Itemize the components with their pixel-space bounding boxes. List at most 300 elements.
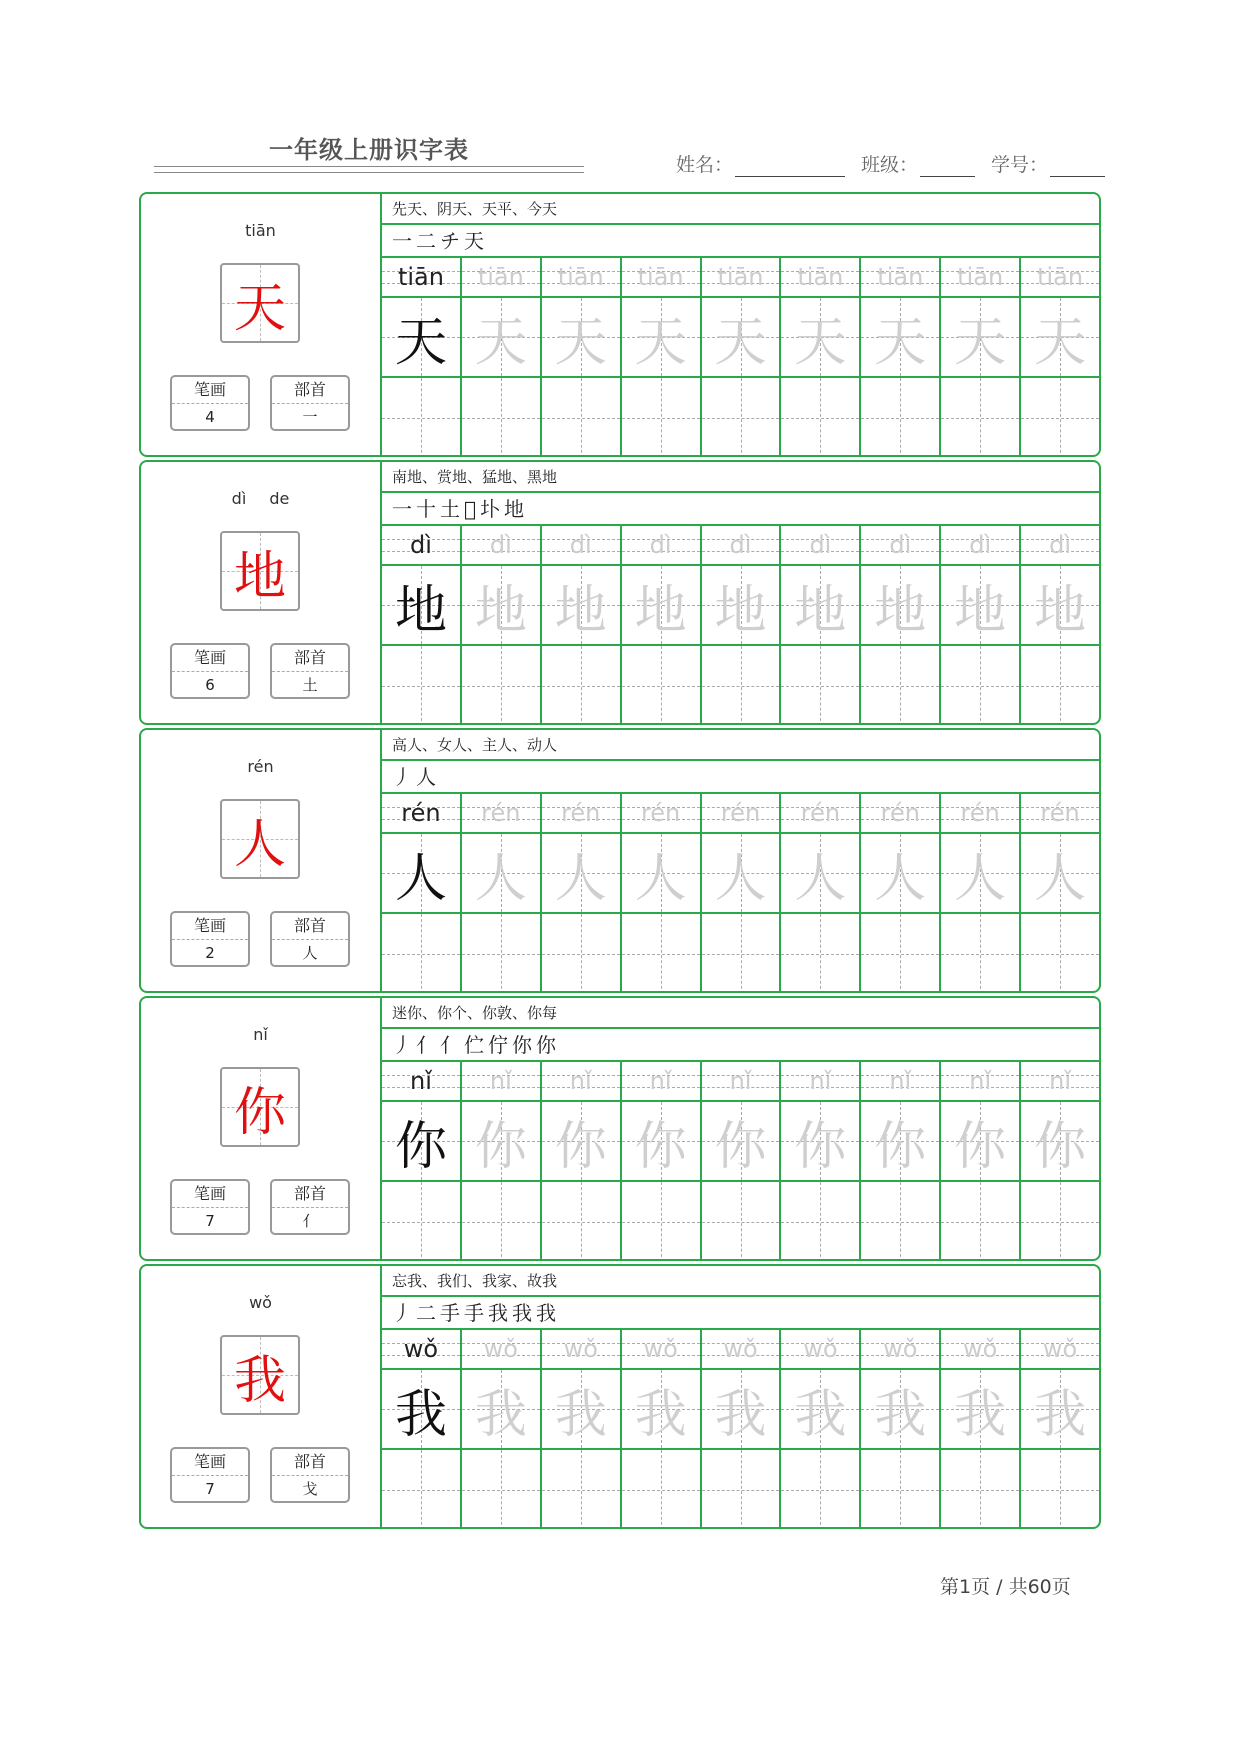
pinyin-cell[interactable] — [462, 258, 542, 296]
pinyin-trace: tiān — [637, 263, 684, 291]
trace-cell[interactable] — [382, 1102, 462, 1180]
blank-cell[interactable] — [941, 646, 1021, 725]
trace-char: 地 — [714, 580, 767, 641]
trace-cell[interactable] — [702, 1370, 782, 1448]
trace-row — [382, 834, 1099, 914]
pinyin-trace: nǐ — [729, 1067, 752, 1095]
trace-char: 人 — [954, 848, 1007, 909]
pinyin-cell[interactable] — [702, 1330, 782, 1368]
info-field-label: 姓名： — [676, 154, 734, 176]
pinyin-trace: tiān — [797, 263, 844, 291]
radical-box — [270, 643, 350, 699]
trace-char: 你 — [1034, 1116, 1087, 1177]
pinyin-cell[interactable] — [1021, 1330, 1099, 1368]
pinyin-trace: rén — [481, 799, 521, 827]
trace-char: 我 — [1034, 1384, 1087, 1445]
trace-cell[interactable] — [622, 1102, 702, 1180]
pinyin-trace: tiān — [557, 263, 604, 291]
blank-cell[interactable] — [462, 646, 542, 725]
char-summary — [141, 998, 382, 1259]
pinyin-cell[interactable] — [382, 526, 462, 564]
stroke-order — [382, 761, 1099, 794]
info-field-blank[interactable] — [735, 156, 845, 177]
pinyin-trace: wǒ — [483, 1335, 518, 1363]
trace-char: 我 — [394, 1384, 447, 1445]
pinyin-trace: wǒ — [563, 1335, 598, 1363]
blank-cell[interactable] — [702, 1450, 782, 1529]
trace-cell[interactable] — [622, 566, 702, 644]
trace-cell[interactable] — [462, 298, 542, 376]
stroke-step: 伫 — [464, 1033, 486, 1057]
stroke-count-value: 2 — [205, 944, 215, 962]
blank-cell[interactable] — [941, 1450, 1021, 1529]
pinyin-label: rén — [247, 757, 274, 776]
pinyin-cell[interactable] — [781, 1062, 861, 1100]
trace-cell[interactable] — [462, 834, 542, 912]
trace-char: 我 — [954, 1384, 1007, 1445]
stroke-step: 天 — [464, 229, 486, 253]
pinyin-trace: rén — [640, 799, 681, 827]
trace-char: 地 — [554, 580, 607, 641]
stroke-step: 二 — [416, 1301, 438, 1325]
pinyin-cell[interactable] — [382, 258, 462, 296]
stroke-order — [382, 225, 1099, 258]
pinyin-row — [382, 258, 1099, 298]
radical-label: 部首 — [272, 913, 348, 940]
trace-char: 你 — [794, 1116, 847, 1177]
trace-cell[interactable] — [861, 566, 941, 644]
pinyin-trace: wǒ — [403, 1335, 439, 1363]
pinyin-trace: dì — [569, 531, 592, 559]
pinyin-row — [382, 1062, 1099, 1102]
trace-cell[interactable] — [861, 1102, 941, 1180]
trace-cell[interactable] — [382, 566, 462, 644]
trace-row — [382, 566, 1099, 646]
stroke-count-value: 4 — [205, 408, 215, 426]
blank-cell[interactable] — [1021, 378, 1099, 457]
char-card — [139, 996, 1101, 1261]
pinyin-cell[interactable] — [781, 526, 861, 564]
model-char: 我 — [233, 1350, 286, 1411]
blank-cell[interactable] — [861, 1450, 941, 1529]
pinyin-cell[interactable] — [542, 526, 622, 564]
trace-cell[interactable] — [542, 566, 622, 644]
stroke-step: 十 — [416, 497, 438, 521]
trace-cell[interactable] — [382, 834, 462, 912]
stroke-step: 𡉈 — [464, 497, 479, 521]
model-char: 天 — [233, 278, 286, 339]
stroke-count-value: 6 — [205, 676, 215, 694]
pinyin-cell[interactable] — [861, 526, 941, 564]
practice-grid — [382, 462, 1099, 723]
pinyin-trace: tiān — [477, 263, 524, 291]
blank-cell[interactable] — [702, 646, 782, 725]
trace-char: 我 — [634, 1384, 687, 1445]
blank-cell[interactable] — [462, 378, 542, 457]
pinyin-cell[interactable] — [622, 1062, 702, 1100]
blank-cell[interactable] — [1021, 646, 1099, 725]
trace-cell[interactable] — [1021, 566, 1099, 644]
pinyin-cell[interactable] — [702, 258, 782, 296]
trace-cell[interactable] — [941, 1102, 1021, 1180]
pinyin-cell[interactable] — [462, 1062, 542, 1100]
char-model-box — [220, 799, 300, 879]
pinyin-trace: nǐ — [889, 1067, 912, 1095]
stroke-step: 地 — [504, 497, 527, 521]
pinyin-trace: rén — [561, 799, 601, 827]
trace-char: 人 — [634, 848, 687, 909]
trace-cell[interactable] — [861, 834, 941, 912]
pinyin-cell[interactable] — [861, 258, 941, 296]
trace-row — [382, 1370, 1099, 1450]
blank-cell[interactable] — [382, 646, 462, 725]
pinyin-trace: dì — [649, 531, 672, 559]
trace-cell[interactable] — [382, 1370, 462, 1448]
pinyin-cell[interactable] — [382, 794, 462, 832]
pinyin-trace: wǒ — [883, 1335, 918, 1363]
word-examples: 南地、赏地、猛地、黑地 — [382, 462, 1099, 493]
worksheet-title: 一年级上册识字表 — [269, 136, 469, 164]
pinyin-trace: nǐ — [569, 1067, 592, 1095]
pinyin-cell[interactable] — [622, 794, 702, 832]
pinyin-trace: tiān — [877, 263, 924, 291]
trace-cell[interactable] — [941, 1370, 1021, 1448]
blank-cell[interactable] — [941, 914, 1021, 993]
blank-cell[interactable] — [781, 914, 861, 993]
stroke-order — [382, 1029, 1099, 1062]
trace-cell[interactable] — [382, 298, 462, 376]
pinyin-trace: tiān — [397, 263, 444, 291]
radical-box — [270, 1179, 350, 1235]
blank-cell[interactable] — [622, 646, 702, 725]
pinyin-cell[interactable] — [702, 794, 782, 832]
trace-cell[interactable] — [941, 298, 1021, 376]
blank-cell[interactable] — [382, 1450, 462, 1529]
trace-char: 你 — [474, 1116, 527, 1177]
blank-cell[interactable] — [781, 378, 861, 457]
trace-char: 人 — [1034, 848, 1087, 909]
blank-cell[interactable] — [542, 1450, 622, 1529]
trace-char: 人 — [794, 848, 847, 909]
practice-grid — [382, 194, 1099, 455]
stroke-step: チ — [440, 229, 462, 253]
trace-char: 天 — [954, 312, 1007, 373]
blank-practice-row — [382, 914, 1099, 993]
blank-cell[interactable] — [382, 1182, 462, 1261]
pinyin-cell[interactable] — [1021, 794, 1099, 832]
trace-cell[interactable] — [1021, 834, 1099, 912]
radical-label: 部首 — [272, 645, 348, 672]
trace-cell[interactable] — [462, 566, 542, 644]
char-card — [139, 728, 1101, 993]
trace-cell[interactable] — [941, 566, 1021, 644]
blank-cell[interactable] — [781, 1182, 861, 1261]
trace-cell[interactable] — [542, 834, 622, 912]
stroke-order — [382, 1297, 1099, 1330]
pinyin-cell[interactable] — [1021, 526, 1099, 564]
trace-char: 地 — [394, 580, 447, 641]
info-field-label: 学号： — [991, 154, 1049, 176]
pinyin-cell[interactable] — [622, 1330, 702, 1368]
trace-char: 天 — [874, 312, 927, 373]
trace-char: 地 — [954, 580, 1007, 641]
pinyin-cell[interactable] — [702, 526, 782, 564]
blank-cell[interactable] — [781, 646, 861, 725]
pinyin-cell[interactable] — [861, 1062, 941, 1100]
blank-cell[interactable] — [1021, 914, 1099, 993]
blank-cell[interactable] — [861, 646, 941, 725]
char-model-box — [220, 1335, 300, 1415]
trace-cell[interactable] — [861, 298, 941, 376]
stroke-step: 你 — [536, 1033, 558, 1057]
radical-value: 一 — [302, 408, 318, 426]
trace-cell[interactable] — [702, 298, 782, 376]
trace-cell[interactable] — [1021, 1102, 1099, 1180]
char-card — [139, 460, 1101, 725]
radical-box — [270, 375, 350, 431]
pinyin-cell[interactable] — [462, 794, 542, 832]
blank-cell[interactable] — [542, 914, 622, 993]
pinyin-trace: dì — [729, 531, 752, 559]
trace-cell[interactable] — [622, 298, 702, 376]
pinyin-trace: rén — [1040, 799, 1080, 827]
trace-cell[interactable] — [542, 1370, 622, 1448]
pinyin-trace: wǒ — [1042, 1335, 1078, 1363]
pinyin-cell[interactable] — [781, 1330, 861, 1368]
pinyin-cell[interactable] — [382, 1330, 462, 1368]
blank-cell[interactable] — [861, 378, 941, 457]
pinyin-cell[interactable] — [542, 258, 622, 296]
stroke-count-box — [170, 1179, 250, 1235]
blank-practice-row — [382, 1182, 1099, 1261]
trace-cell[interactable] — [781, 566, 861, 644]
blank-cell[interactable] — [941, 378, 1021, 457]
char-model-box — [220, 1067, 300, 1147]
practice-grid — [382, 998, 1099, 1259]
stroke-step: 你 — [512, 1033, 534, 1057]
practice-grid — [382, 730, 1099, 991]
trace-cell[interactable] — [1021, 1370, 1099, 1448]
blank-cell[interactable] — [941, 1182, 1021, 1261]
char-summary — [141, 1266, 382, 1527]
trace-cell[interactable] — [941, 834, 1021, 912]
trace-cell[interactable] — [781, 834, 861, 912]
radical-label: 部首 — [272, 1449, 348, 1476]
stroke-step: 圤 — [480, 497, 503, 521]
trace-char: 天 — [794, 312, 847, 373]
radical-box — [270, 911, 350, 967]
blank-practice-row — [382, 646, 1099, 725]
pinyin-trace: nǐ — [489, 1067, 512, 1095]
blank-cell[interactable] — [462, 1182, 542, 1261]
pinyin-cell[interactable] — [462, 1330, 542, 1368]
pinyin-cell[interactable] — [622, 526, 702, 564]
stroke-count-label: 笔画 — [172, 913, 248, 940]
trace-char: 我 — [474, 1384, 527, 1445]
trace-char: 天 — [1034, 312, 1087, 373]
pinyin-trace: dì — [409, 531, 432, 559]
stroke-step: 丿 — [392, 765, 414, 789]
pinyin-cell[interactable] — [1021, 1062, 1099, 1100]
pinyin-cell[interactable] — [941, 1062, 1021, 1100]
radical-value: 戈 — [302, 1480, 318, 1498]
stroke-count-label: 笔画 — [172, 377, 248, 404]
model-char: 你 — [233, 1082, 286, 1143]
trace-cell[interactable] — [542, 1102, 622, 1180]
trace-cell[interactable] — [781, 298, 861, 376]
trace-char: 天 — [554, 312, 607, 373]
info-field-blank[interactable] — [920, 156, 975, 177]
stroke-count-value: 7 — [205, 1212, 215, 1230]
trace-char: 地 — [794, 580, 847, 641]
stroke-step: 一 — [392, 497, 414, 521]
radical-box — [270, 1447, 350, 1503]
blank-cell[interactable] — [702, 378, 782, 457]
trace-cell[interactable] — [702, 566, 782, 644]
trace-char: 天 — [394, 312, 447, 373]
stroke-count-box — [170, 911, 250, 967]
info-field-blank[interactable] — [1050, 156, 1105, 177]
blank-cell[interactable] — [542, 378, 622, 457]
stroke-step: 丿 — [392, 1301, 414, 1325]
blank-cell[interactable] — [542, 646, 622, 725]
stroke-step: 手 — [440, 1301, 462, 1325]
pinyin-cell[interactable] — [941, 258, 1021, 296]
trace-char: 人 — [394, 848, 447, 909]
trace-cell[interactable] — [622, 834, 702, 912]
pinyin-label: wǒ — [249, 1293, 272, 1312]
char-summary — [141, 194, 382, 455]
blank-cell[interactable] — [861, 914, 941, 993]
pinyin-row — [382, 794, 1099, 834]
trace-cell[interactable] — [702, 1102, 782, 1180]
pinyin-trace: wǒ — [723, 1335, 758, 1363]
pinyin-label: tiān — [245, 221, 276, 240]
char-summary — [141, 462, 382, 723]
blank-cell[interactable] — [622, 914, 702, 993]
pinyin-trace: nǐ — [809, 1067, 832, 1095]
pinyin-cell[interactable] — [781, 794, 861, 832]
info-field-0 — [676, 150, 845, 177]
trace-char: 你 — [954, 1116, 1007, 1177]
trace-char: 人 — [474, 848, 527, 909]
trace-char: 人 — [714, 848, 767, 909]
stroke-count-box — [170, 1447, 250, 1503]
pinyin-cell[interactable] — [781, 258, 861, 296]
word-examples: 忘我、我们、我家、故我 — [382, 1266, 1099, 1297]
trace-char: 地 — [874, 580, 927, 641]
page-number: 第1页 / 共60页 — [940, 1576, 1071, 1598]
trace-char: 你 — [714, 1116, 767, 1177]
pinyin-cell[interactable] — [861, 1330, 941, 1368]
blank-cell[interactable] — [1021, 1450, 1099, 1529]
trace-char: 人 — [554, 848, 607, 909]
blank-cell[interactable] — [702, 914, 782, 993]
pinyin-cell[interactable] — [542, 1330, 622, 1368]
pinyin-trace: rén — [800, 799, 841, 827]
pinyin-trace: rén — [401, 799, 441, 827]
radical-label: 部首 — [272, 377, 348, 404]
blank-cell[interactable] — [462, 1450, 542, 1529]
blank-cell[interactable] — [622, 1182, 702, 1261]
stroke-step: 人 — [416, 765, 438, 789]
trace-char: 地 — [634, 580, 687, 641]
pinyin-label: nǐ — [253, 1025, 268, 1044]
stroke-count-value: 7 — [205, 1480, 215, 1498]
pinyin-cell[interactable] — [1021, 258, 1099, 296]
blank-cell[interactable] — [781, 1450, 861, 1529]
stroke-step: 土 — [440, 497, 462, 521]
pinyin-trace: wǒ — [963, 1335, 998, 1363]
pinyin-trace: tiān — [717, 263, 764, 291]
trace-cell[interactable] — [462, 1370, 542, 1448]
trace-cell[interactable] — [781, 1370, 861, 1448]
radical-value: 土 — [302, 676, 318, 694]
stroke-count-label: 笔画 — [172, 1181, 248, 1208]
pinyin-cell[interactable] — [382, 1062, 462, 1100]
trace-cell[interactable] — [861, 1370, 941, 1448]
trace-cell[interactable] — [1021, 298, 1099, 376]
blank-cell[interactable] — [462, 914, 542, 993]
trace-cell[interactable] — [542, 298, 622, 376]
stroke-step: 手 — [464, 1301, 486, 1325]
stroke-step: 一 — [392, 229, 414, 253]
stroke-count-box — [170, 375, 250, 431]
stroke-step: 我 — [512, 1301, 534, 1325]
info-field-label: 班级： — [861, 154, 919, 176]
pinyin-cell[interactable] — [941, 526, 1021, 564]
pinyin-cell[interactable] — [861, 794, 941, 832]
pinyin-trace: nǐ — [1049, 1067, 1072, 1095]
stroke-step: 我 — [488, 1301, 510, 1325]
trace-cell[interactable] — [702, 834, 782, 912]
pinyin-cell[interactable] — [941, 794, 1021, 832]
pinyin-trace: rén — [960, 799, 1000, 827]
blank-cell[interactable] — [622, 1450, 702, 1529]
stroke-count-label: 笔画 — [172, 645, 248, 672]
trace-char: 我 — [554, 1384, 607, 1445]
trace-row — [382, 298, 1099, 378]
trace-cell[interactable] — [462, 1102, 542, 1180]
stroke-step: 我 — [536, 1301, 558, 1325]
stroke-step: 亻 — [416, 1033, 438, 1057]
blank-cell[interactable] — [1021, 1182, 1099, 1261]
blank-cell[interactable] — [861, 1182, 941, 1261]
blank-cell[interactable] — [542, 1182, 622, 1261]
pinyin-cell[interactable] — [542, 1062, 622, 1100]
blank-cell[interactable] — [382, 914, 462, 993]
trace-cell[interactable] — [781, 1102, 861, 1180]
pinyin-trace: nǐ — [969, 1067, 992, 1095]
trace-char: 天 — [634, 312, 687, 373]
pinyin-trace: rén — [880, 799, 920, 827]
trace-char: 我 — [714, 1384, 767, 1445]
pinyin-cell[interactable] — [622, 258, 702, 296]
word-examples: 迷你、你个、你敦、你每 — [382, 998, 1099, 1029]
pinyin-row — [382, 1330, 1099, 1370]
pinyin-trace: tiān — [1037, 263, 1084, 291]
trace-cell[interactable] — [622, 1370, 702, 1448]
blank-cell[interactable] — [382, 378, 462, 457]
pinyin-cell[interactable] — [702, 1062, 782, 1100]
pinyin-trace: dì — [1049, 531, 1072, 559]
blank-cell[interactable] — [702, 1182, 782, 1261]
pinyin-cell[interactable] — [462, 526, 542, 564]
pinyin-cell[interactable] — [941, 1330, 1021, 1368]
word-examples: 先天、阴天、天平、今天 — [382, 194, 1099, 225]
pinyin-cell[interactable] — [542, 794, 622, 832]
blank-cell[interactable] — [622, 378, 702, 457]
